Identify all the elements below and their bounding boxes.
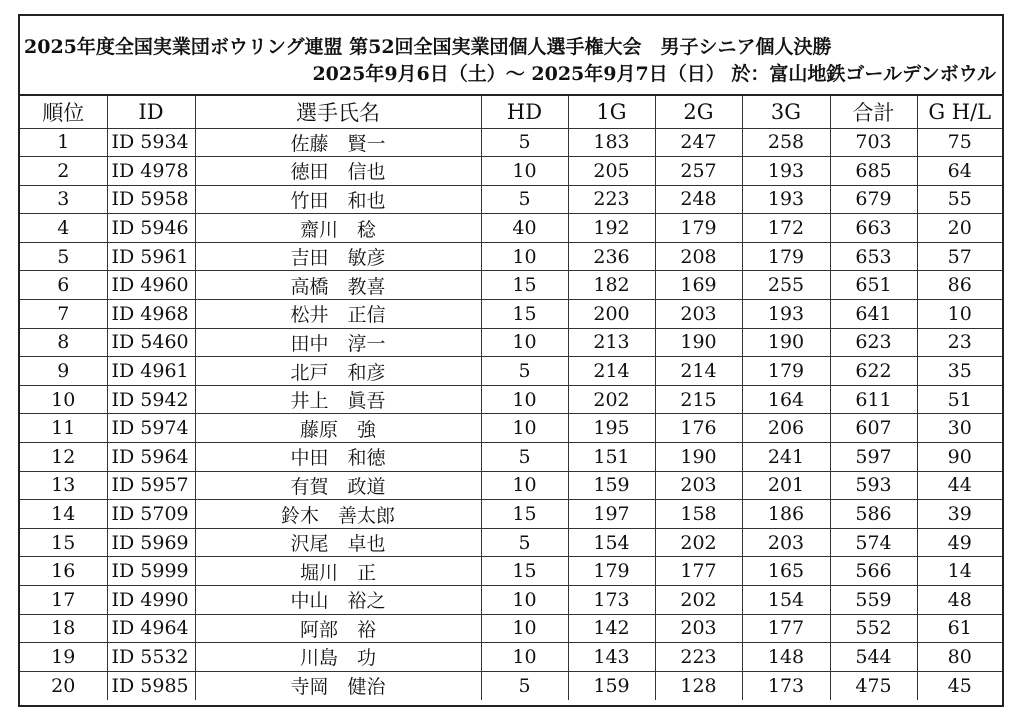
total-cell: 663	[830, 214, 917, 243]
rank-cell: 7	[20, 300, 107, 329]
total-cell: 622	[830, 357, 917, 386]
rank-cell: 20	[20, 671, 107, 700]
player-name-cell: 竹田 和也	[195, 185, 481, 214]
handicap-cell: 10	[481, 586, 568, 615]
total-cell: 623	[830, 328, 917, 357]
game-3-cell: 164	[742, 385, 830, 414]
game-2-cell: 214	[655, 357, 742, 386]
game-1-cell: 197	[568, 500, 655, 529]
game-high-low-cell: 55	[917, 185, 1002, 214]
game-3-cell: 193	[742, 185, 830, 214]
table-row	[20, 328, 1002, 357]
game-1-cell: 205	[568, 157, 655, 186]
results-sheet	[18, 14, 1004, 707]
handicap-cell: 15	[481, 557, 568, 586]
table-row	[20, 471, 1002, 500]
table-row	[20, 128, 1002, 157]
id-cell: ID 5974	[107, 414, 195, 443]
game-3-cell: 177	[742, 614, 830, 643]
game-high-low-cell: 51	[917, 385, 1002, 414]
game-2-cell: 257	[655, 157, 742, 186]
player-name-cell: 佐藤 賢一	[195, 128, 481, 157]
column-header-game-2: 2G	[655, 96, 742, 128]
table-row	[20, 300, 1002, 329]
column-header-id: ID	[107, 96, 195, 128]
game-high-low-cell: 44	[917, 471, 1002, 500]
table-row	[20, 500, 1002, 529]
id-cell: ID 4961	[107, 357, 195, 386]
table-row	[20, 414, 1002, 443]
player-name-cell: 中山 裕之	[195, 586, 481, 615]
id-cell: ID 5961	[107, 242, 195, 271]
game-high-low-cell: 23	[917, 328, 1002, 357]
game-3-cell: 201	[742, 471, 830, 500]
total-cell: 566	[830, 557, 917, 586]
game-high-low-cell: 86	[917, 271, 1002, 300]
id-cell: ID 4978	[107, 157, 195, 186]
player-name-cell: 北戸 和彦	[195, 357, 481, 386]
results-table	[20, 96, 1002, 700]
game-2-cell: 202	[655, 528, 742, 557]
game-2-cell: 203	[655, 614, 742, 643]
total-cell: 475	[830, 671, 917, 700]
game-1-cell: 151	[568, 443, 655, 472]
table-row	[20, 214, 1002, 243]
game-3-cell: 179	[742, 242, 830, 271]
game-3-cell: 179	[742, 357, 830, 386]
game-2-cell: 190	[655, 443, 742, 472]
game-3-cell: 193	[742, 300, 830, 329]
table-row	[20, 271, 1002, 300]
player-name-cell: 井上 眞吾	[195, 385, 481, 414]
table-row	[20, 614, 1002, 643]
table-row	[20, 185, 1002, 214]
game-2-cell: 203	[655, 300, 742, 329]
total-cell: 593	[830, 471, 917, 500]
rank-cell: 14	[20, 500, 107, 529]
player-name-cell: 吉田 敏彦	[195, 242, 481, 271]
game-3-cell: 258	[742, 128, 830, 157]
game-high-low-cell: 14	[917, 557, 1002, 586]
rank-cell: 18	[20, 614, 107, 643]
game-2-cell: 179	[655, 214, 742, 243]
id-cell: ID 5958	[107, 185, 195, 214]
table-row	[20, 586, 1002, 615]
game-1-cell: 179	[568, 557, 655, 586]
rank-cell: 15	[20, 528, 107, 557]
rank-cell: 11	[20, 414, 107, 443]
game-1-cell: 154	[568, 528, 655, 557]
handicap-cell: 5	[481, 528, 568, 557]
rank-cell: 13	[20, 471, 107, 500]
handicap-cell: 10	[481, 471, 568, 500]
handicap-cell: 10	[481, 614, 568, 643]
handicap-cell: 10	[481, 328, 568, 357]
game-3-cell: 172	[742, 214, 830, 243]
sheet-header	[20, 16, 1002, 96]
rank-cell: 6	[20, 271, 107, 300]
handicap-cell: 15	[481, 271, 568, 300]
total-cell: 559	[830, 586, 917, 615]
game-3-cell: 154	[742, 586, 830, 615]
game-3-cell: 206	[742, 414, 830, 443]
game-high-low-cell: 45	[917, 671, 1002, 700]
game-high-low-cell: 61	[917, 614, 1002, 643]
rank-cell: 16	[20, 557, 107, 586]
handicap-cell: 5	[481, 357, 568, 386]
game-2-cell: 190	[655, 328, 742, 357]
table-row	[20, 157, 1002, 186]
game-2-cell: 215	[655, 385, 742, 414]
handicap-cell: 5	[481, 185, 568, 214]
rank-cell: 1	[20, 128, 107, 157]
player-name-cell: 鈴木 善太郎	[195, 500, 481, 529]
table-row	[20, 242, 1002, 271]
game-2-cell: 203	[655, 471, 742, 500]
game-1-cell: 143	[568, 643, 655, 672]
game-high-low-cell: 10	[917, 300, 1002, 329]
player-name-cell: 寺岡 健治	[195, 671, 481, 700]
id-cell: ID 5942	[107, 385, 195, 414]
rank-cell: 19	[20, 643, 107, 672]
table-row	[20, 385, 1002, 414]
game-2-cell: 176	[655, 414, 742, 443]
game-1-cell: 195	[568, 414, 655, 443]
table-header-row	[20, 96, 1002, 128]
rank-cell: 10	[20, 385, 107, 414]
id-cell: ID 5999	[107, 557, 195, 586]
game-3-cell: 193	[742, 157, 830, 186]
game-high-low-cell: 64	[917, 157, 1002, 186]
id-cell: ID 5532	[107, 643, 195, 672]
game-1-cell: 173	[568, 586, 655, 615]
game-3-cell: 186	[742, 500, 830, 529]
game-high-low-cell: 75	[917, 128, 1002, 157]
total-cell: 586	[830, 500, 917, 529]
game-2-cell: 202	[655, 586, 742, 615]
id-cell: ID 5946	[107, 214, 195, 243]
game-high-low-cell: 90	[917, 443, 1002, 472]
game-high-low-cell: 39	[917, 500, 1002, 529]
game-high-low-cell: 49	[917, 528, 1002, 557]
column-header-game-high-low: G H/L	[917, 96, 1002, 128]
game-high-low-cell: 20	[917, 214, 1002, 243]
game-1-cell: 202	[568, 385, 655, 414]
handicap-cell: 10	[481, 385, 568, 414]
game-3-cell: 241	[742, 443, 830, 472]
handicap-cell: 10	[481, 242, 568, 271]
player-name-cell: 川島 功	[195, 643, 481, 672]
game-high-low-cell: 80	[917, 643, 1002, 672]
game-1-cell: 213	[568, 328, 655, 357]
id-cell: ID 4968	[107, 300, 195, 329]
game-1-cell: 183	[568, 128, 655, 157]
player-name-cell: 藤原 強	[195, 414, 481, 443]
total-cell: 651	[830, 271, 917, 300]
total-cell: 679	[830, 185, 917, 214]
game-3-cell: 255	[742, 271, 830, 300]
game-high-low-cell: 30	[917, 414, 1002, 443]
player-name-cell: 齋川 稔	[195, 214, 481, 243]
total-cell: 611	[830, 385, 917, 414]
total-cell: 653	[830, 242, 917, 271]
id-cell: ID 5957	[107, 471, 195, 500]
table-row	[20, 357, 1002, 386]
column-header-total: 合計	[830, 96, 917, 128]
total-cell: 574	[830, 528, 917, 557]
game-3-cell: 203	[742, 528, 830, 557]
rank-cell: 17	[20, 586, 107, 615]
player-name-cell: 有賀 政道	[195, 471, 481, 500]
id-cell: ID 5969	[107, 528, 195, 557]
game-1-cell: 192	[568, 214, 655, 243]
player-name-cell: 松井 正信	[195, 300, 481, 329]
game-2-cell: 128	[655, 671, 742, 700]
game-3-cell: 190	[742, 328, 830, 357]
id-cell: ID 4960	[107, 271, 195, 300]
id-cell: ID 5934	[107, 128, 195, 157]
game-2-cell: 223	[655, 643, 742, 672]
game-2-cell: 248	[655, 185, 742, 214]
rank-cell: 2	[20, 157, 107, 186]
column-header-game-1: 1G	[568, 96, 655, 128]
total-cell: 703	[830, 128, 917, 157]
game-high-low-cell: 57	[917, 242, 1002, 271]
handicap-cell: 5	[481, 671, 568, 700]
column-header-player-name: 選手氏名	[195, 96, 481, 128]
total-cell: 552	[830, 614, 917, 643]
total-cell: 641	[830, 300, 917, 329]
game-1-cell: 159	[568, 671, 655, 700]
table-row	[20, 671, 1002, 700]
handicap-cell: 5	[481, 443, 568, 472]
column-header-game-3: 3G	[742, 96, 830, 128]
player-name-cell: 中田 和徳	[195, 443, 481, 472]
total-cell: 597	[830, 443, 917, 472]
rank-cell: 9	[20, 357, 107, 386]
id-cell: ID 4964	[107, 614, 195, 643]
id-cell: ID 5709	[107, 500, 195, 529]
game-high-low-cell: 35	[917, 357, 1002, 386]
table-row	[20, 528, 1002, 557]
player-name-cell: 徳田 信也	[195, 157, 481, 186]
id-cell: ID 5964	[107, 443, 195, 472]
id-cell: ID 5460	[107, 328, 195, 357]
game-2-cell: 208	[655, 242, 742, 271]
game-1-cell: 200	[568, 300, 655, 329]
rank-cell: 3	[20, 185, 107, 214]
total-cell: 685	[830, 157, 917, 186]
game-1-cell: 214	[568, 357, 655, 386]
game-2-cell: 158	[655, 500, 742, 529]
handicap-cell: 15	[481, 300, 568, 329]
sheet-subtitle: 2025年9月6日（土）～ 2025年9月7日（日） 於：富山地鉄ゴールデンボウル	[312, 63, 996, 85]
player-name-cell: 堀川 正	[195, 557, 481, 586]
handicap-cell: 15	[481, 500, 568, 529]
handicap-cell: 10	[481, 157, 568, 186]
game-2-cell: 177	[655, 557, 742, 586]
sheet-title: 2025年度全国実業団ボウリング連盟 第52回全国実業団個人選手権大会 男子シニア個人決勝	[24, 36, 832, 58]
game-2-cell: 247	[655, 128, 742, 157]
player-name-cell: 田中 淳一	[195, 328, 481, 357]
player-name-cell: 高橋 教喜	[195, 271, 481, 300]
game-1-cell: 182	[568, 271, 655, 300]
table-row	[20, 443, 1002, 472]
game-3-cell: 165	[742, 557, 830, 586]
rank-cell: 8	[20, 328, 107, 357]
table-row	[20, 643, 1002, 672]
id-cell: ID 4990	[107, 586, 195, 615]
handicap-cell: 40	[481, 214, 568, 243]
column-header-rank: 順位	[20, 96, 107, 128]
game-3-cell: 148	[742, 643, 830, 672]
game-1-cell: 142	[568, 614, 655, 643]
game-1-cell: 236	[568, 242, 655, 271]
handicap-cell: 10	[481, 414, 568, 443]
player-name-cell: 阿部 裕	[195, 614, 481, 643]
total-cell: 544	[830, 643, 917, 672]
rank-cell: 5	[20, 242, 107, 271]
rank-cell: 12	[20, 443, 107, 472]
game-1-cell: 159	[568, 471, 655, 500]
game-1-cell: 223	[568, 185, 655, 214]
handicap-cell: 5	[481, 128, 568, 157]
game-3-cell: 173	[742, 671, 830, 700]
game-2-cell: 169	[655, 271, 742, 300]
id-cell: ID 5985	[107, 671, 195, 700]
handicap-cell: 10	[481, 643, 568, 672]
player-name-cell: 沢尾 卓也	[195, 528, 481, 557]
total-cell: 607	[830, 414, 917, 443]
table-row	[20, 557, 1002, 586]
game-high-low-cell: 48	[917, 586, 1002, 615]
rank-cell: 4	[20, 214, 107, 243]
column-header-handicap: HD	[481, 96, 568, 128]
